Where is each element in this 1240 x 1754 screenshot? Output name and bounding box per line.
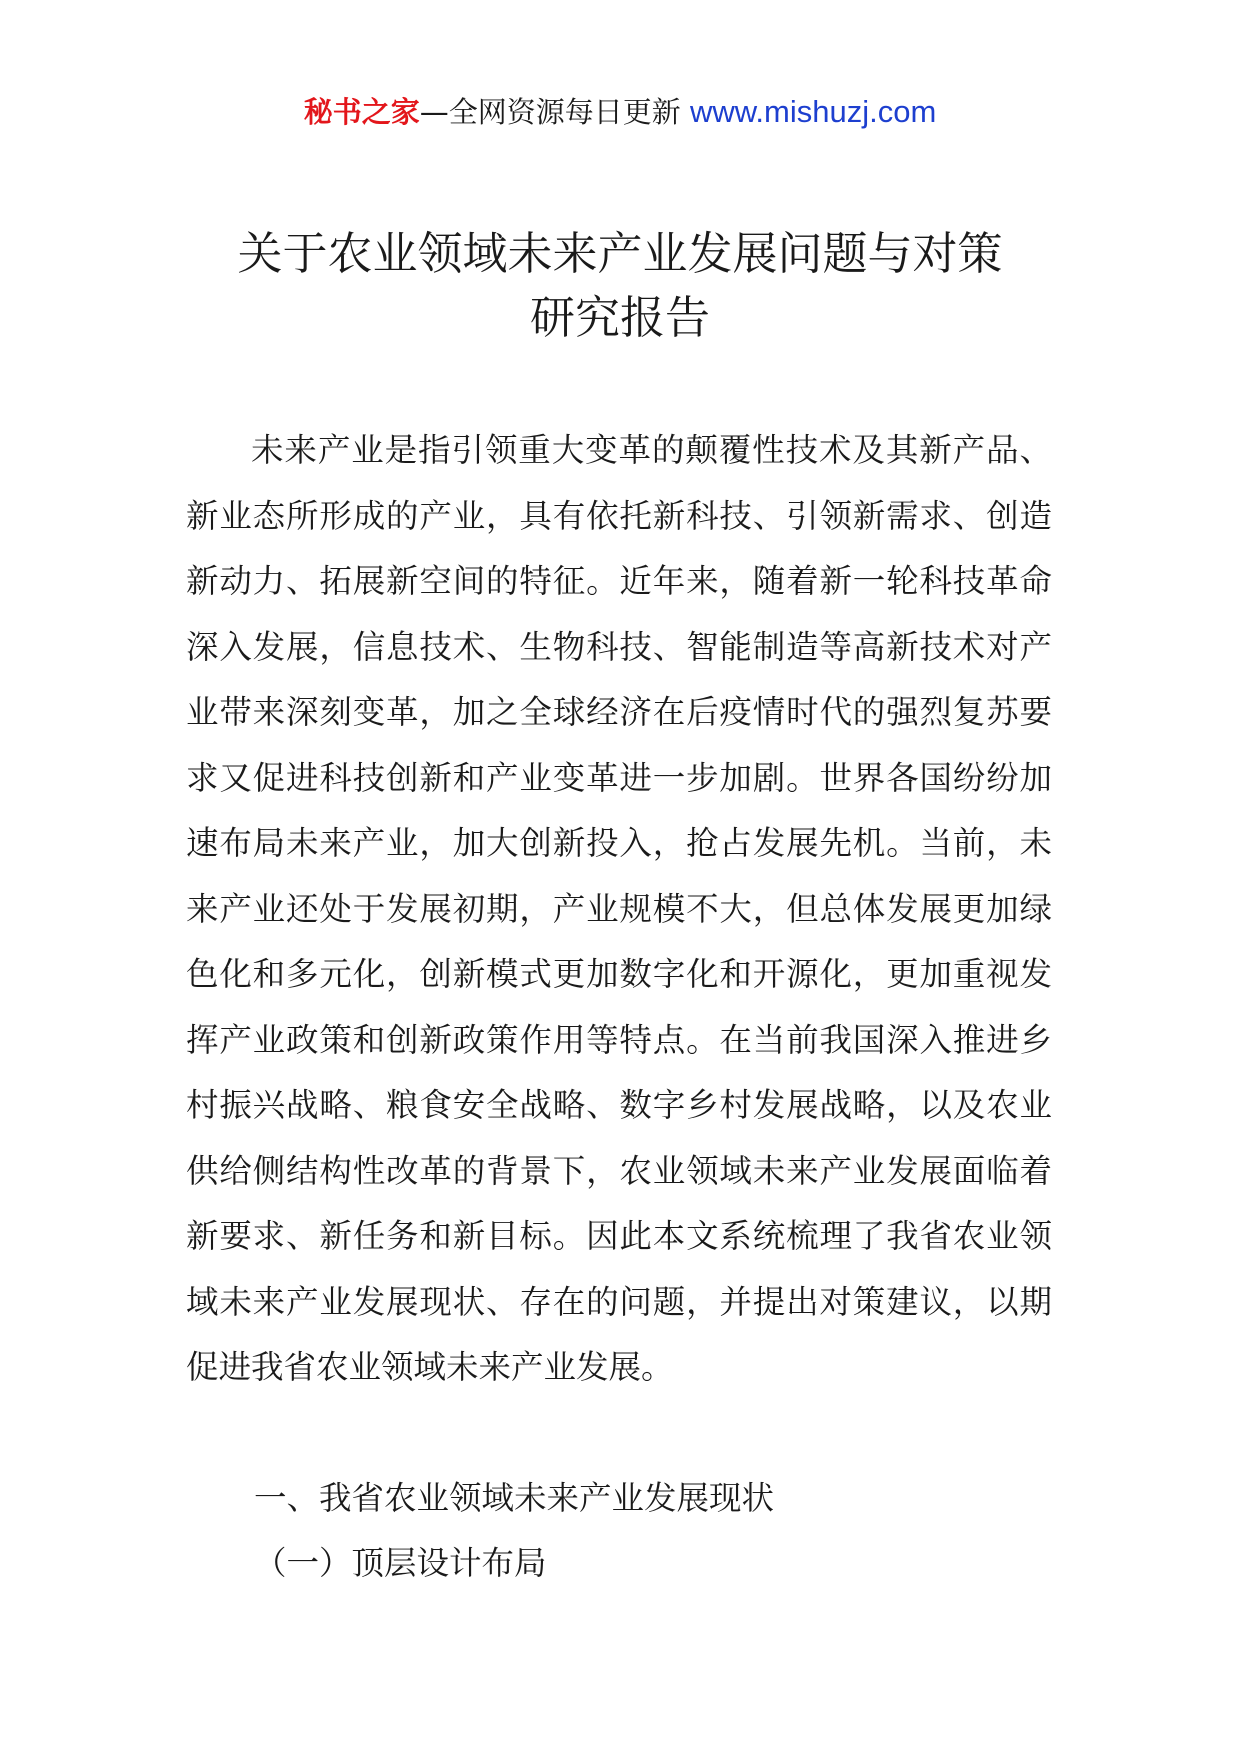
site-brand: 秘书之家: [303, 95, 420, 129]
site-tagline: —全网资源每日更新: [419, 95, 681, 129]
section-heading-1: 一、我省农业领域未来产业发展现状: [254, 1479, 775, 1517]
document-title: [170, 222, 1070, 350]
subsection-heading-1: （一）顶层设计布局: [254, 1544, 547, 1582]
document-title-line-2: 研究报告: [529, 291, 710, 344]
site-header: [0, 92, 1240, 132]
site-url-link[interactable]: www.mishuzj.com: [689, 94, 937, 129]
intro-paragraph: 未来产业是指引领重大变革的颠覆性技术及其新产品、新业态所形成的产业，具有依托新科技、引领新需求、创造新动力、拓展新空间的特征。近年来，随着新一轮科技革命深入发展，信息技术、生物科技、智能制造等高新技术对产业带来深刻变革，加之全球经济在后疫情时代的强烈复苏要求又促进科技创新和产业变革进一步加剧。世界各国纷纷加速布局未来产业，加大创新投入，抢占发展先机。当前，未来产业还处于发展初期，产业规模不大，但总体发展更加绿色化和多元化，创新模式更加数字化和开源化，更加重视发挥产业政策和创新政策作用等特点。在当前我国深入推进乡村振兴战略、粮食安全战略、数字乡村发展战略，以及农业供给侧结构性改革的背景下，农业领域未来产业发展面临着新要求、新任务和新目标。因此本文系统梳理了我省农业领域未来产业发展现状、存在的问题，并提出对策建议，以期促进我省农业领域未来产业发展。: [186, 431, 1052, 1386]
document-title-line-1: 关于农业领域未来产业发展问题与对策: [237, 227, 1003, 280]
